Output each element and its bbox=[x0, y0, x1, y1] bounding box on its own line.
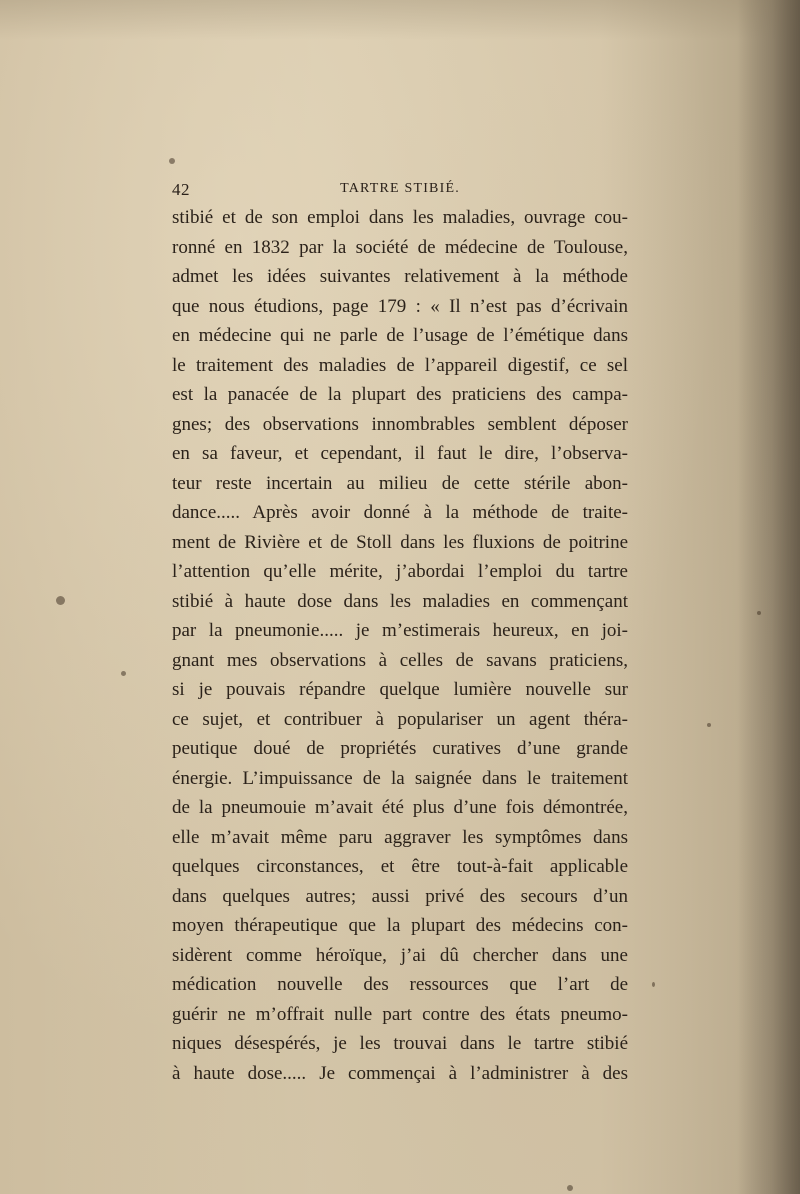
paper-spot bbox=[56, 596, 65, 605]
paper-spot bbox=[567, 1185, 573, 1191]
paper-spot bbox=[707, 723, 711, 727]
text-line: dance..... Après avoir donné à la méthode de traite- bbox=[172, 502, 628, 523]
text-line: de la pneumouie m’avait été plus d’une fois démontrée, bbox=[172, 797, 628, 818]
text-line: gnes; des observations innombrables semblent déposer bbox=[172, 413, 628, 435]
text-line: énergie. L’impuissance de la saignée dans le traitement bbox=[172, 767, 628, 789]
text-line: l’attention qu’elle mérite, j’abordai l’emploi du tartre bbox=[172, 561, 628, 582]
text-line: ronné en 1832 par la société de médecine de Toulouse, bbox=[172, 236, 628, 258]
page-number: 42 bbox=[172, 180, 190, 199]
text-line: elle m’avait même paru aggraver les symptômes dans bbox=[172, 826, 628, 848]
text-line: à haute dose..... Je commençai à l’administrer à des bbox=[172, 1062, 628, 1084]
text-line: par la pneumonie..... je m’estimerais heureux, en joi- bbox=[172, 620, 628, 641]
text-line: moyen thérapeutique que la plupart des médecins con- bbox=[172, 915, 628, 936]
text-line: dans quelques autres; aussi privé des secours d’un bbox=[172, 885, 628, 907]
text-line: le traitement des maladies de l’appareil digestif, ce sel bbox=[172, 354, 628, 376]
text-line: ce sujet, et contribuer à populariser un agent théra- bbox=[172, 708, 628, 730]
text-line: guérir ne m’offrait nulle part contre des états pneumo- bbox=[172, 1003, 628, 1025]
text-line: stibié et de son emploi dans les maladies, ouvrage cou- bbox=[172, 207, 628, 228]
text-line: si je pouvais répandre quelque lumière nouvelle sur bbox=[172, 679, 628, 700]
paper-spot bbox=[652, 982, 655, 987]
text-line: gnant mes observations à celles de savans praticiens, bbox=[172, 649, 628, 671]
page-top-shadow bbox=[0, 0, 800, 40]
text-line: admet les idées suivantes relativement à la méthode bbox=[172, 266, 628, 287]
body-text bbox=[172, 203, 628, 1088]
text-line: sidèrent comme héroïque, j’ai dû chercher dans une bbox=[172, 944, 628, 966]
paper-spot bbox=[169, 158, 175, 164]
text-line: niques désespérés, je les trouvai dans le tartre stibié bbox=[172, 1033, 628, 1054]
text-line: peutique doué de propriétés curatives d’une grande bbox=[172, 738, 628, 759]
running-head: TARTRE STIBIÉ. bbox=[340, 181, 460, 196]
page-edge-shadow bbox=[738, 0, 800, 1194]
text-line: teur reste incertain au milieu de cette stérile abon- bbox=[172, 472, 628, 494]
text-line: médication nouvelle des ressources que l’art de bbox=[172, 974, 628, 995]
paper-spot bbox=[121, 671, 126, 676]
text-line: stibié à haute dose dans les maladies en commençant bbox=[172, 590, 628, 612]
text-line: quelques circonstances, et être tout-à-fait applicable bbox=[172, 856, 628, 877]
paper-spot bbox=[757, 611, 761, 615]
text-line: est la panacée de la plupart des praticiens des campa- bbox=[172, 384, 628, 405]
page-header bbox=[172, 180, 628, 202]
text-line: que nous étudions, page 179 : « Il n’est pas d’écrivain bbox=[172, 295, 628, 317]
text-line: en médecine qui ne parle de l’usage de l’émétique dans bbox=[172, 325, 628, 346]
text-line: ment de Rivière et de Stoll dans les fluxions de poitrine bbox=[172, 531, 628, 553]
text-line: en sa faveur, et cependant, il faut le dire, l’observa- bbox=[172, 443, 628, 464]
